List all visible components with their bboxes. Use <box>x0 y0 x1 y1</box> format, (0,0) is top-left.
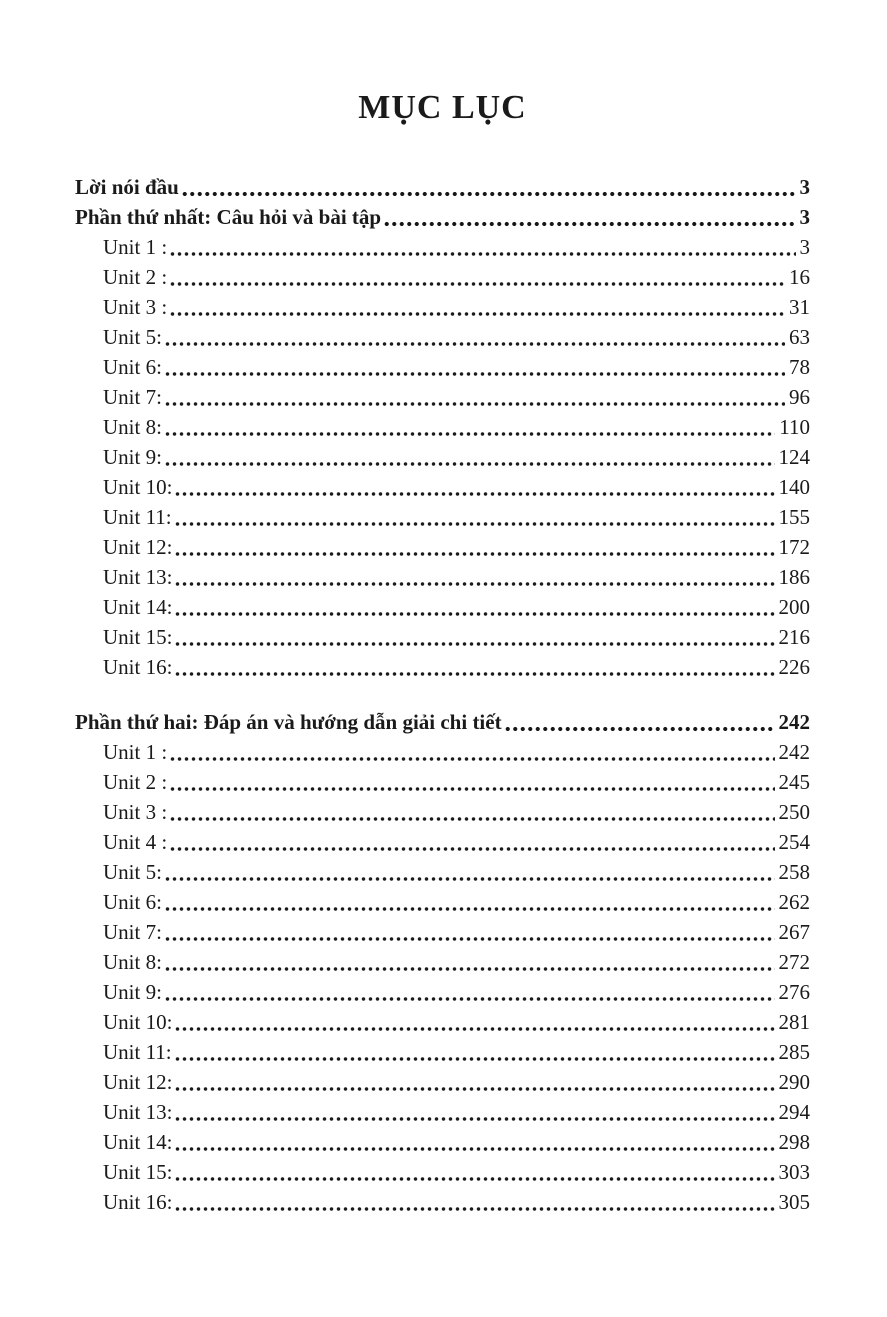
toc-entry-label: Lời nói đầu <box>75 175 179 199</box>
toc-entry <box>75 947 810 977</box>
toc-entry <box>75 1007 810 1037</box>
dot-leader <box>174 622 774 652</box>
toc-list <box>75 172 810 1217</box>
toc-entry-label: Unit 9: <box>103 980 162 1004</box>
toc-entry <box>75 827 810 857</box>
dot-leader <box>164 857 775 887</box>
toc-entry <box>75 977 810 1007</box>
toc-entry-label: Unit 5: <box>103 860 162 884</box>
toc-entry-label: Unit 10: <box>103 475 173 499</box>
dot-leader <box>169 262 785 292</box>
toc-entry-page: 303 <box>778 1160 810 1184</box>
toc-entry-page: 124 <box>778 445 810 469</box>
dot-leader <box>174 1037 775 1067</box>
toc-entry-page: 140 <box>778 475 810 499</box>
toc-entry-page: 96 <box>789 385 810 409</box>
toc-entry <box>75 232 810 262</box>
dot-leader <box>164 352 785 382</box>
toc-entry-label: Unit 11: <box>103 1040 172 1064</box>
toc-entry-label: Unit 4 : <box>103 830 168 854</box>
toc-entry-label: Unit 3 : <box>103 295 168 319</box>
toc-entry-label: Unit 16: <box>103 1190 173 1214</box>
toc-entry <box>75 592 810 622</box>
toc-entry-label: Unit 1 : <box>103 235 168 259</box>
dot-leader <box>383 202 795 232</box>
toc-entry-label: Unit 8: <box>103 415 162 439</box>
dot-leader <box>169 767 774 797</box>
dot-leader <box>164 917 775 947</box>
toc-entry-label: Unit 2 : <box>103 770 168 794</box>
toc-entry-page: 250 <box>778 800 810 824</box>
toc-entry-label: Unit 12: <box>103 535 173 559</box>
toc-entry <box>75 622 810 652</box>
dot-leader <box>174 1157 774 1187</box>
toc-entry <box>75 532 810 562</box>
toc-entry <box>75 412 810 442</box>
toc-entry-page: 290 <box>778 1070 810 1094</box>
toc-entry-page: 294 <box>778 1100 810 1124</box>
toc-entry-label: Unit 12: <box>103 1070 173 1094</box>
toc-entry-label: Unit 15: <box>103 625 173 649</box>
toc-entry <box>75 797 810 827</box>
toc-entry <box>75 292 810 322</box>
toc-entry-page: 226 <box>778 655 810 679</box>
toc-entry <box>75 562 810 592</box>
dot-leader <box>504 707 775 737</box>
dot-leader <box>169 737 774 767</box>
toc-entry <box>75 652 810 682</box>
toc-entry-page: 242 <box>778 740 810 764</box>
dot-leader <box>169 292 785 322</box>
toc-entry-label: Unit 7: <box>103 385 162 409</box>
toc-entry-label: Unit 10: <box>103 1010 173 1034</box>
toc-entry-page: 242 <box>778 710 810 734</box>
dot-leader <box>174 592 774 622</box>
toc-entry-page: 3 <box>799 205 810 229</box>
dot-leader <box>174 1007 774 1037</box>
toc-entry <box>75 1157 810 1187</box>
toc-entry <box>75 442 810 472</box>
page-title: MỤC LỤC <box>358 89 527 126</box>
dot-leader <box>164 412 775 442</box>
toc-entry-label: Unit 1 : <box>103 740 168 764</box>
toc-entry-label: Phần thứ nhất: Câu hỏi và bài tập <box>75 205 382 229</box>
dot-leader <box>174 1067 774 1097</box>
toc-entry-page: 267 <box>778 920 810 944</box>
toc-entry-label: Unit 6: <box>103 355 162 379</box>
toc-entry <box>75 322 810 352</box>
toc-entry <box>75 472 810 502</box>
toc-entry <box>75 1037 810 1067</box>
toc-entry-page: 305 <box>778 1190 810 1214</box>
toc-entry-page: 272 <box>778 950 810 974</box>
dot-leader <box>164 947 775 977</box>
toc-entry <box>75 767 810 797</box>
dot-leader <box>164 977 775 1007</box>
dot-leader <box>169 797 774 827</box>
toc-entry-label: Unit 6: <box>103 890 162 914</box>
dot-leader <box>164 382 785 412</box>
dot-leader <box>169 827 774 857</box>
toc-entry-page: 285 <box>778 1040 810 1064</box>
toc-entry-page: 3 <box>799 235 810 259</box>
toc-entry-label: Unit 15: <box>103 1160 173 1184</box>
toc-entry <box>75 262 810 292</box>
dot-leader <box>169 232 795 262</box>
toc-entry <box>75 382 810 412</box>
toc-entry-page: 186 <box>778 565 810 589</box>
toc-entry-page: 200 <box>778 595 810 619</box>
toc-entry <box>75 707 810 737</box>
toc-entry-page: 3 <box>799 175 810 199</box>
toc-entry-label: Unit 5: <box>103 325 162 349</box>
dot-leader <box>164 322 785 352</box>
dot-leader <box>174 1187 774 1217</box>
toc-entry-label: Unit 13: <box>103 565 173 589</box>
dot-leader <box>174 502 775 532</box>
toc-entry-label: Unit 11: <box>103 505 172 529</box>
toc-entry-page: 276 <box>778 980 810 1004</box>
toc-entry-label: Unit 3 : <box>103 800 168 824</box>
toc-entry-page: 254 <box>778 830 810 854</box>
toc-entry-label: Unit 13: <box>103 1100 173 1124</box>
toc-entry-label: Unit 16: <box>103 655 173 679</box>
dot-leader <box>174 562 774 592</box>
toc-entry-page: 245 <box>778 770 810 794</box>
toc-entry <box>75 857 810 887</box>
toc-entry-label: Unit 14: <box>103 595 173 619</box>
toc-entry-page: 172 <box>778 535 810 559</box>
toc-entry-label: Unit 7: <box>103 920 162 944</box>
toc-entry <box>75 737 810 767</box>
dot-leader <box>174 1127 774 1157</box>
toc-entry-page: 258 <box>778 860 810 884</box>
toc-entry <box>75 887 810 917</box>
dot-leader <box>174 652 774 682</box>
toc-entry-label: Unit 9: <box>103 445 162 469</box>
toc-entry-page: 155 <box>778 505 810 529</box>
toc-entry-page: 16 <box>789 265 810 289</box>
toc-entry-page: 281 <box>778 1010 810 1034</box>
toc-entry-page: 216 <box>778 625 810 649</box>
toc-entry <box>75 1067 810 1097</box>
toc-entry <box>75 1097 810 1127</box>
dot-leader <box>164 442 775 472</box>
toc-entry-page: 262 <box>778 890 810 914</box>
toc-entry-label: Unit 14: <box>103 1130 173 1154</box>
toc-entry <box>75 202 810 232</box>
toc-entry <box>75 917 810 947</box>
toc-entry <box>75 502 810 532</box>
toc-entry-page: 110 <box>779 415 810 439</box>
toc-entry <box>75 1127 810 1157</box>
toc-entry-page: 78 <box>789 355 810 379</box>
toc-entry-label: Unit 2 : <box>103 265 168 289</box>
dot-leader <box>164 887 775 917</box>
toc-entry-label: Unit 8: <box>103 950 162 974</box>
toc-entry <box>75 1187 810 1217</box>
toc-entry <box>75 352 810 382</box>
dot-leader <box>174 1097 774 1127</box>
toc-entry-label: Phần thứ hai: Đáp án và hướng dẫn giải chi tiết <box>75 710 502 734</box>
toc-entry-page: 63 <box>789 325 810 349</box>
dot-leader <box>174 532 774 562</box>
dot-leader <box>174 472 774 502</box>
toc-entry-page: 298 <box>778 1130 810 1154</box>
toc-entry <box>75 172 810 202</box>
toc-entry-page: 31 <box>789 295 810 319</box>
dot-leader <box>181 172 796 202</box>
